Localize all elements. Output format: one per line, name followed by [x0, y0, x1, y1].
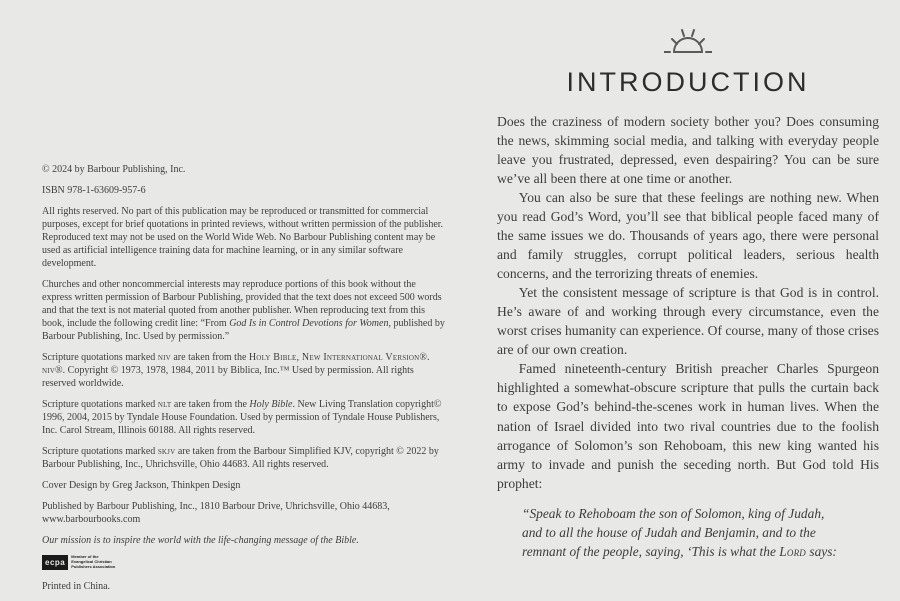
intro-paragraph: You can also be sure that these feelings are nothing new. When you read God’s Word, you’ll see that biblical people faced many of the same issues we do. Thousands of years ago, there were personal and family struggles, corrupt political leaders, serious health concerns, and the terrorizing threats of enemies. [497, 190, 879, 282]
intro-paragraph: Famed nineteenth-century British preacher Charles Spurgeon highlighted a somewhat-obscure scripture that pulls the curtain back to expose God’s behind-the-scenes work in human lives. When the nation of Israel divided into two rival countries due to the foolish arrogance of Solomon’s son Rehoboam, this new king wanted his army to invade and punish the seceding north. But God told His prophet: [497, 361, 879, 491]
nlt-credit-paragraph: Scripture quotations marked nlt are taken from the Holy Bible. New Living Translation copyright© 1996, 2004, 2015 by Tyndale House Foundation. Used by permission of Tyndale House Publishers, Inc. Carol Stream, Illinois 60188. All rights reserved. [42, 399, 442, 436]
page-title: INTRODUCTION [566, 67, 810, 97]
cover-design-line: Cover Design by Greg Jackson, Thinkpen Design [42, 480, 241, 491]
churches-paragraph: Churches and other noncommercial interests may reproduce portions of this book without the express written permission of Barbour Publishing, provided that the text does not exceed 500 words and that the text is not material quoted from another publisher. When reproducing text from this book, include the following credit line: “From God Is in Control Devotions for Women, published by Barbour Publishing, Inc. Used by permission.” [42, 279, 445, 342]
sunrise-icon [664, 28, 712, 63]
introduction-page [497, 28, 879, 561]
printed-in-line: Printed in China. [42, 581, 111, 592]
skjv-credit-paragraph: Scripture quotations marked skjv are taken from the Barbour Simplified KJV, copyright © 2022 by Barbour Publishing, Inc., Uhrichsville, Ohio 44683. All rights reserved. [42, 446, 439, 470]
rights-paragraph: All rights reserved. No part of this publication may be reproduced or transmitted for commercial purposes, except for brief quotations in printed reviews, without written permission of the publisher. Reproduced text may not be used on the World Wide Web. No Barbour Publishing content may be used as artificial intelligence training data for machine learning, or in any similar software development. [42, 206, 444, 269]
chapter-header [497, 28, 879, 98]
ecpa-logo [42, 555, 446, 571]
intro-paragraph: Yet the consistent message of scripture is that God is in control. He’s aware of and working through every circumstance, even the worst crises humanity can experience. Of course, many of those crises are of our own creation. [497, 285, 880, 358]
introduction-body [497, 112, 879, 561]
copyright-page [42, 163, 446, 601]
copyright-line: © 2024 by Barbour Publishing, Inc. [42, 164, 186, 175]
isbn-line: ISBN 978-1-63609-957-6 [42, 185, 146, 196]
publisher-line: Published by Barbour Publishing, Inc., 1810 Barbour Drive, Uhrichsville, Ohio 44683, www.barbourbooks.com [42, 501, 390, 525]
scripture-quote: “Speak to Rehoboam the son of Solomon, king of Judah, and to all the house of Judah and Benjamin, and to the remnant of the people, saying, ‘This is what the Lord says: [522, 505, 837, 559]
ecpa-logo-abbr: ecpa [42, 555, 68, 570]
mission-statement: Our mission is to inspire the world with the life-changing message of the Bible. [42, 535, 359, 546]
niv-credit-paragraph: Scripture quotations marked niv are taken from the Holy Bible, New International Version®. niv®. Copyright © 1973, 1978, 1984, 2011 by Biblica, Inc.™ Used by permission. All rights reserved worldwide. [42, 352, 430, 389]
intro-paragraph: Does the craziness of modern society bother you? Does consuming the news, skimming social media, and talking with everyday people leave you frustrated, depressed, even despairing? You can be sure we’ve all been there at one time or another. [497, 114, 879, 187]
ecpa-member-text: Member of the Evangelical Christian Publishers Association [71, 554, 116, 569]
